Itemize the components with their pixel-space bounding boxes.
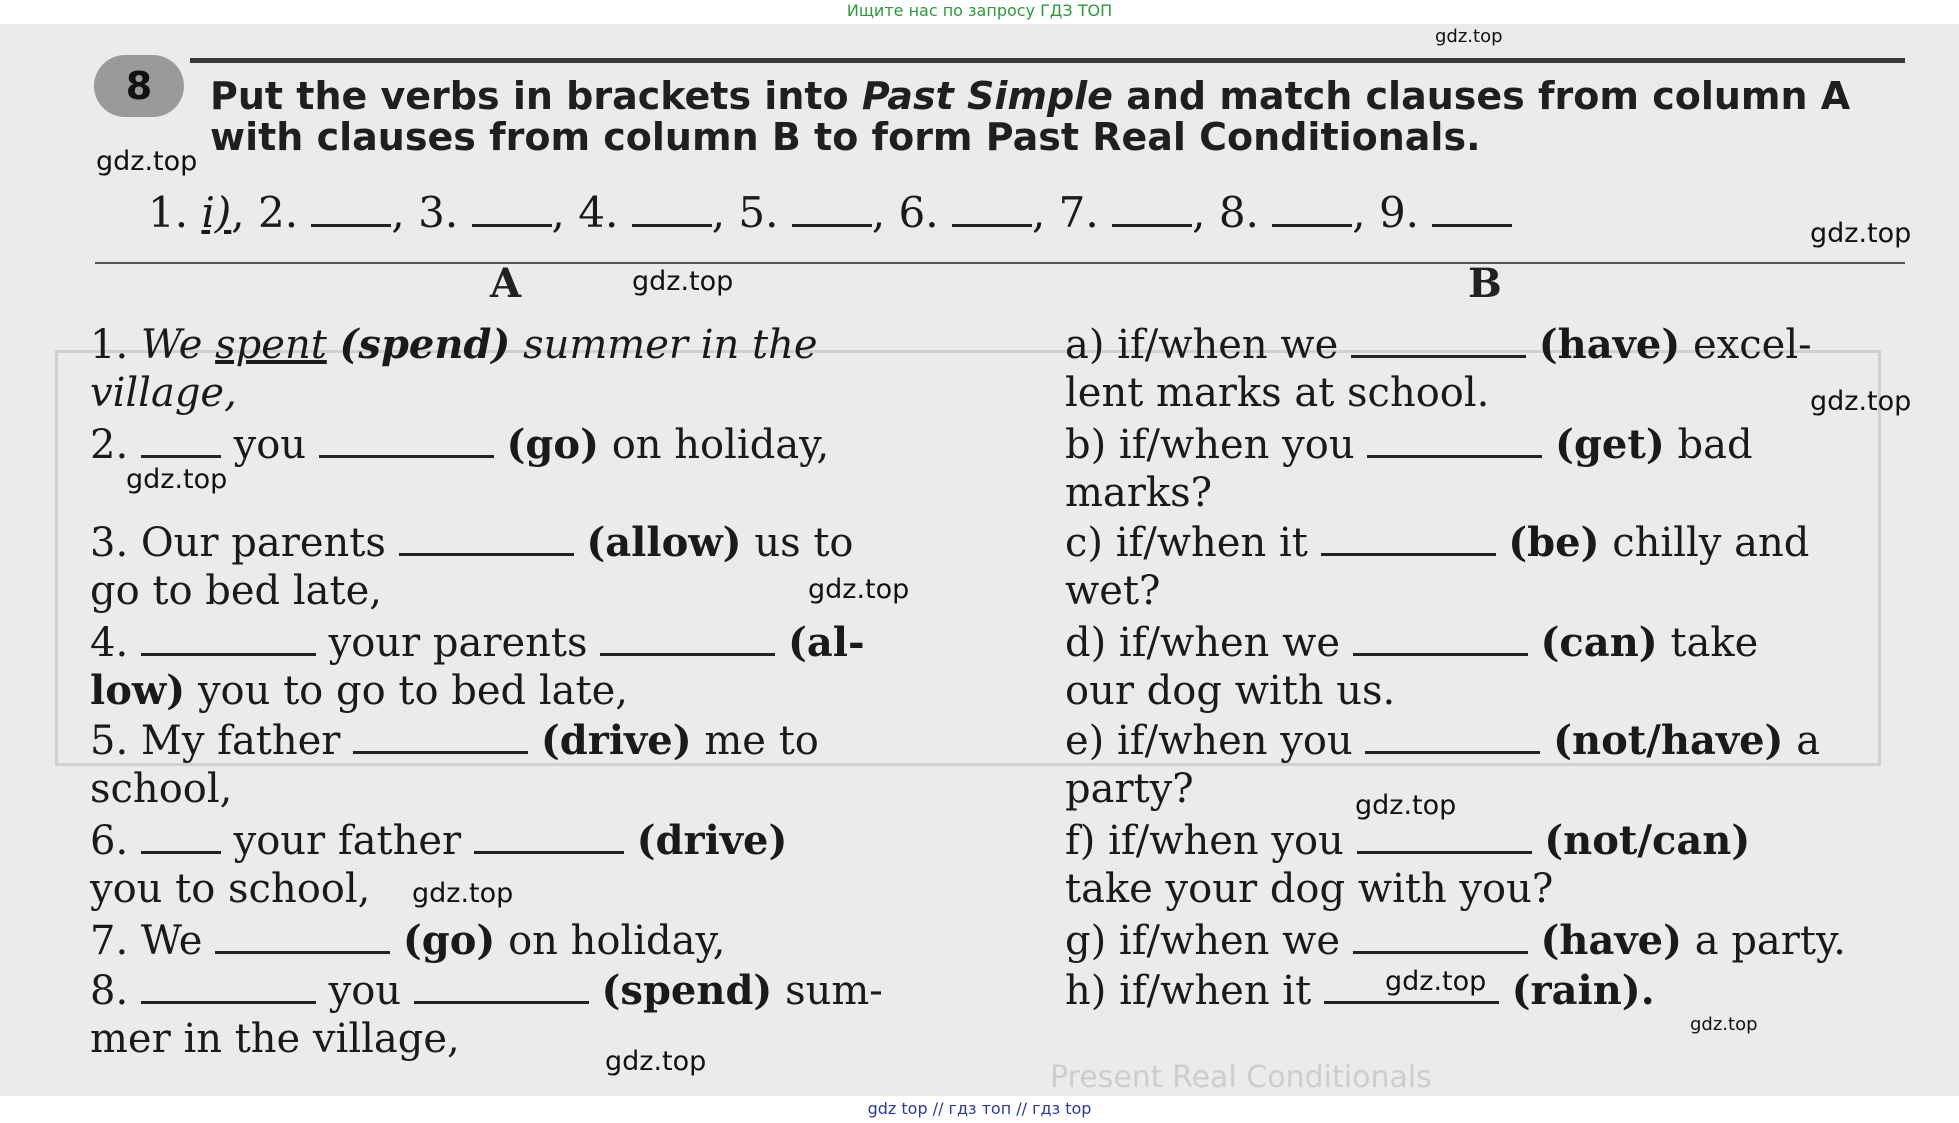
a6-line1: 6. your father (drive) <box>90 817 788 864</box>
exercise-instruction <box>210 76 1850 158</box>
answer-number: 6. <box>898 188 939 237</box>
watermark: gdz.top <box>1435 26 1503 47</box>
header-rule <box>190 58 1905 63</box>
watermark: gdz.top <box>1385 966 1487 997</box>
b-b-line1: b) if/when you (get) bad <box>1065 421 1753 468</box>
b-e-line2: party? <box>1065 766 1194 812</box>
column-a-header: A <box>490 260 522 307</box>
watermark: gdz.top <box>412 878 514 909</box>
answer-blank[interactable] <box>472 194 552 227</box>
a5-line1: 5. My father (drive) me to <box>90 717 819 764</box>
b-c-line1: c) if/when it (be) chilly and <box>1065 519 1810 566</box>
watermark: gdz.top <box>1355 790 1457 821</box>
answer-blank[interactable] <box>792 194 872 227</box>
answer-number: 2. <box>257 188 299 237</box>
watermark: gdz.top <box>1690 1014 1758 1035</box>
a8-line1: 8. you (spend) sum- <box>90 967 883 1014</box>
instruction-italic: Past Simple <box>861 74 1113 118</box>
a3-line1: 3. Our parents (allow) us to <box>90 519 854 566</box>
watermark: gdz.top <box>1810 218 1912 249</box>
a6-line2: you to school, <box>90 866 371 912</box>
answer-number: 4. <box>578 188 619 237</box>
instruction-line2: with clauses from column B to form Past Real Conditionals. <box>210 115 1481 159</box>
watermark: gdz.top <box>605 1046 707 1077</box>
a8-line2: mer in the village, <box>90 1016 460 1062</box>
b-c-line2: wet? <box>1065 568 1161 614</box>
answer-blank[interactable] <box>311 194 391 227</box>
b-a-line2: lent marks at school. <box>1065 370 1490 416</box>
answer-blank[interactable] <box>1112 194 1192 227</box>
b-h-line1: h) if/when it (rain). <box>1065 967 1655 1014</box>
answer-number: 8. <box>1218 188 1259 237</box>
exercise-number-badge: 8 <box>94 55 184 117</box>
answer-blank[interactable] <box>632 194 712 227</box>
watermark: gdz.top <box>1810 386 1912 417</box>
separator-rule <box>95 262 1905 264</box>
a4-line2: low) you to go to bed late, <box>90 667 628 714</box>
column-b-header: B <box>1468 260 1502 307</box>
instruction-part1: Put the verbs in brackets into <box>210 74 862 118</box>
answer-number: 3. <box>418 188 459 237</box>
b-b-line2: marks? <box>1065 470 1213 516</box>
a4-line1: 4. your parents (al- <box>90 619 865 666</box>
instruction-part2: and match clauses from column A <box>1112 74 1851 118</box>
a1-line1: 1. We spent (spend) summer in the <box>90 321 818 368</box>
answer-number: 9. <box>1378 188 1420 237</box>
answer-number: 7. <box>1058 188 1099 237</box>
answer-filled: i) <box>201 188 232 237</box>
b-f-line1: f) if/when you (not/can) <box>1065 817 1751 864</box>
answer-blank[interactable] <box>952 194 1032 227</box>
b-a-line1: a) if/when we (have) excel- <box>1065 321 1812 368</box>
answer-blank[interactable] <box>1432 194 1512 227</box>
b-e-line1: e) if/when you (not/have) a <box>1065 717 1821 764</box>
watermark: gdz.top <box>126 464 228 495</box>
watermark: gdz.top <box>808 574 910 605</box>
b-d-line1: d) if/when we (can) take <box>1065 619 1759 666</box>
bottom-banner: gdz top // гдз топ // гдз top <box>867 1099 1092 1118</box>
a1-line2: village, <box>90 370 237 416</box>
watermark: gdz.top <box>96 146 198 177</box>
a5-line2: school, <box>90 766 233 812</box>
answer-number: 5. <box>738 188 779 237</box>
watermark: gdz.top <box>632 266 734 297</box>
answer-blank[interactable] <box>1272 194 1352 227</box>
b-f-line2: take your dog with you? <box>1065 866 1554 912</box>
b-d-line2: our dog with us. <box>1065 668 1396 714</box>
top-banner: Ищите нас по запросу ГДЗ ТОП <box>846 1 1113 20</box>
answer-line: 1. i), 2. , 3. , 4. , 5. , 6. , 7. , 8. , 9. <box>148 188 1512 238</box>
answer-number: 1. <box>148 188 202 237</box>
a3-line2: go to bed late, <box>90 568 382 614</box>
a2-line1: 2. you (go) on holiday, <box>90 421 830 468</box>
ghost-text: Present Real Conditionals <box>1050 1060 1432 1095</box>
b-g-line1: g) if/when we (have) a party. <box>1065 917 1846 964</box>
a7-line1: 7. We (go) on holiday, <box>90 917 726 964</box>
